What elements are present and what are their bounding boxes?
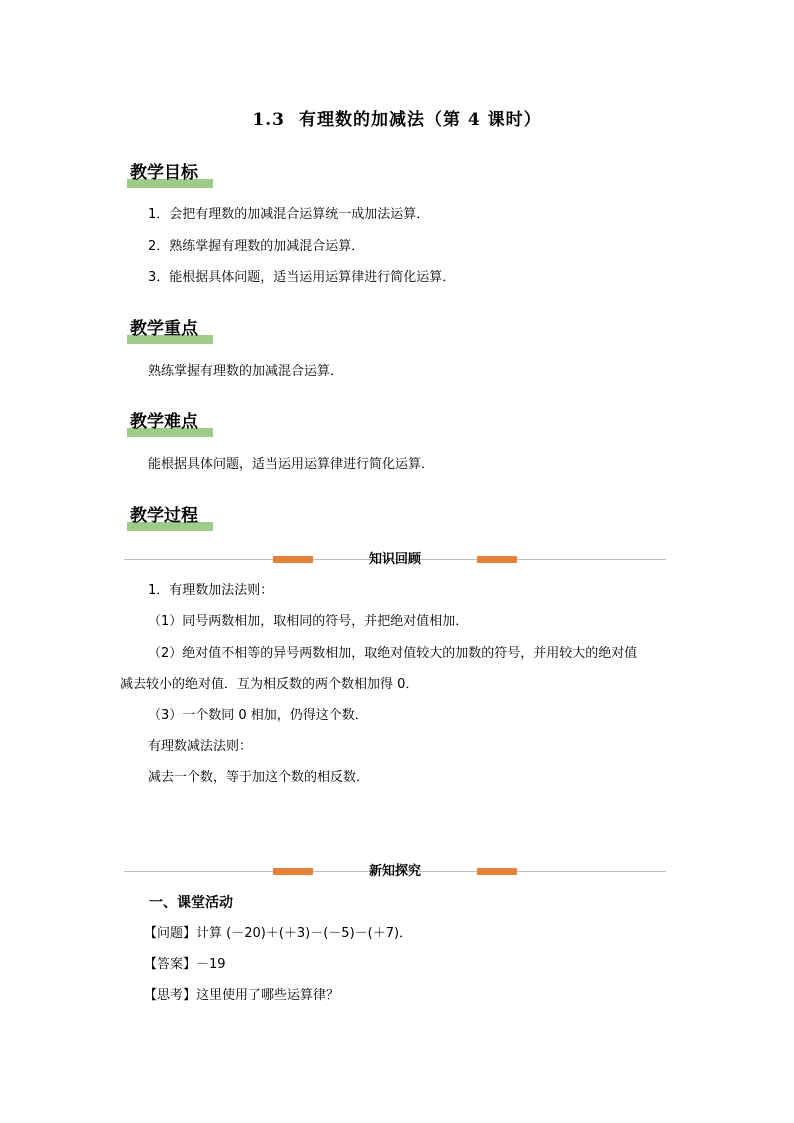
- lesson-number: 1.3: [252, 110, 285, 130]
- review-line: （3）一个数同 0 相加，仍得这个数．: [148, 708, 368, 723]
- review-line: 1．有理数加法法则：: [148, 583, 274, 598]
- answer-line: 【答案】－19: [144, 957, 226, 972]
- objective-item: 2．熟练掌握有理数的加减混合运算．: [148, 239, 365, 254]
- review-line: 减去较小的绝对值．互为相反数的两个数相加得 0．: [120, 677, 419, 692]
- key-points-heading: 教学重点: [127, 318, 198, 344]
- lesson-title: 有理数的加减法（第 4 课时）: [298, 110, 542, 130]
- review-line: （1）同号两数相加，取相同的符号，并把绝对值相加．: [148, 614, 469, 629]
- review-label: 知识回顾: [368, 552, 421, 567]
- process-heading: 教学过程: [127, 505, 198, 531]
- explore-label: 新知探究: [368, 864, 421, 879]
- objectives-heading: 教学目标: [127, 162, 198, 188]
- difficulties-heading: 教学难点: [127, 411, 198, 437]
- page-title: [0, 105, 794, 130]
- review-line: 减去一个数，等于加这个数的相反数．: [148, 770, 370, 785]
- question-line: 【问题】计算 (－20)＋(＋3)－(－5)－(＋7)．: [144, 926, 413, 941]
- review-line: 有理数减法法则：: [148, 739, 253, 754]
- difficulties-text: 能根据具体问题，适当运用运算律进行简化运算．: [148, 457, 435, 472]
- objective-item: 1．会把有理数的加减混合运算统一成加法运算．: [148, 207, 430, 222]
- classroom-activity-heading: 一、课堂活动: [149, 895, 233, 911]
- objective-item: 3．能根据具体问题，适当运用运算律进行简化运算．: [148, 270, 456, 285]
- review-line: （2）绝对值不相等的异号两数相加，取绝对值较大的加数的符号，并用较大的绝对值: [148, 646, 638, 661]
- explore-divider: [124, 863, 666, 881]
- review-divider: [124, 551, 666, 569]
- key-points-text: 熟练掌握有理数的加减混合运算．: [148, 364, 344, 379]
- think-line: 【思考】这里使用了哪些运算律？: [144, 988, 340, 1003]
